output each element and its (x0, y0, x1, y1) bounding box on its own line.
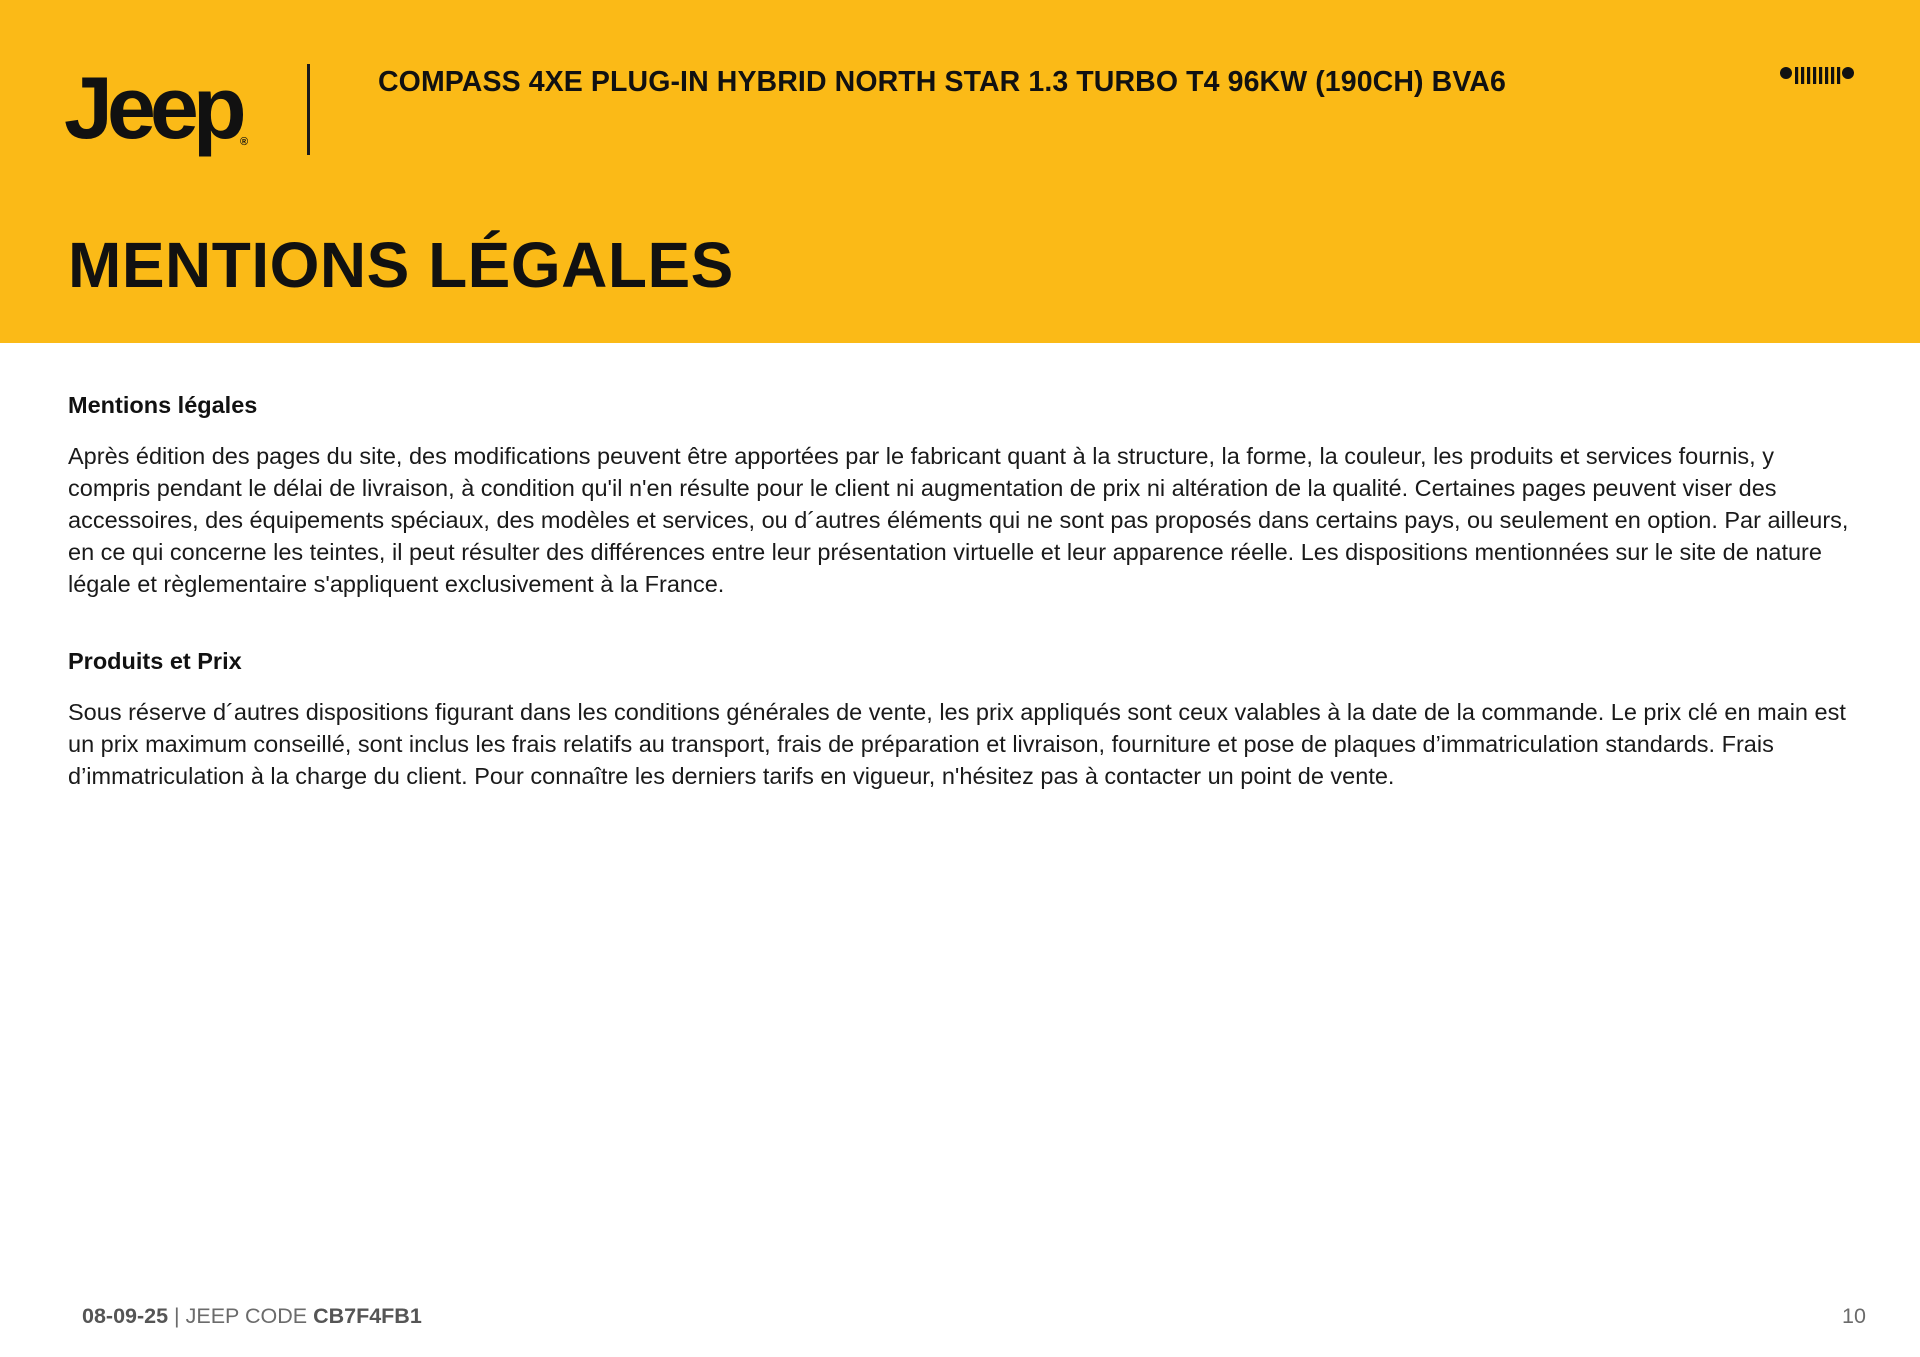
footer-code: CB7F4FB1 (313, 1304, 422, 1328)
section-heading: Produits et Prix (68, 648, 242, 674)
logo-wordmark: Jeep (64, 58, 241, 157)
section-body: Après édition des pages du site, des modifications peuvent être apportées par le fabricant quant à la structure, la forme, la couleur, les produits et services fournis, y compris pendant le délai de livraison, à condition qu'il n'en résulte pour le client ni augmentation de prix ni altération de la qualité. Certaines pages peuvent viser des accessoires, des équipements spéciaux, des modèles et services, ou d´autres éléments qui ne sont pas proposés dans certains pays, ou seulement en option. Par ailleurs, en ce qui concerne les teintes, il peut résulter des différences entre leur présentation virtuelle et leur apparence réelle. Les dispositions mentionnées sur le site de nature légale et règlementaire s'appliquent exclusivement à la France. (68, 443, 1849, 597)
section-produits-prix (68, 648, 1854, 792)
page-number: 10 (1842, 1304, 1866, 1328)
jeep-grille-icon (1780, 62, 1854, 88)
footer-separator: | (168, 1304, 186, 1328)
header-divider (307, 64, 310, 155)
jeep-logo (64, 58, 264, 158)
footer-code-label: JEEP CODE (185, 1304, 314, 1328)
header-banner (0, 0, 1920, 343)
section-mentions-legales (68, 392, 1854, 600)
footer-date: 08-09-25 (82, 1304, 169, 1328)
registered-mark: ® (240, 136, 249, 148)
page-title: MENTIONS LÉGALES (68, 229, 734, 301)
footer-info (82, 1304, 422, 1329)
legal-content (68, 392, 1854, 840)
section-body: Sous réserve d´autres dispositions figurant dans les conditions générales de vente, les prix appliqués sont ceux valables à la date de la commande. Le prix clé en main est un prix maximum conseillé, sont inclus les frais relatifs au transport, frais de préparation et livraison, fourniture et pose de plaques d’immatriculation standards. Frais d’immatriculation à la charge du client. Pour connaître les derniers tarifs en vigueur, n'hésitez pas à contacter un point de vente. (68, 699, 1846, 789)
section-heading: Mentions légales (68, 392, 258, 418)
model-title: COMPASS 4XE PLUG-IN HYBRID NORTH STAR 1.3 TURBO T4 96KW (190CH) BVA6 (378, 66, 1506, 98)
